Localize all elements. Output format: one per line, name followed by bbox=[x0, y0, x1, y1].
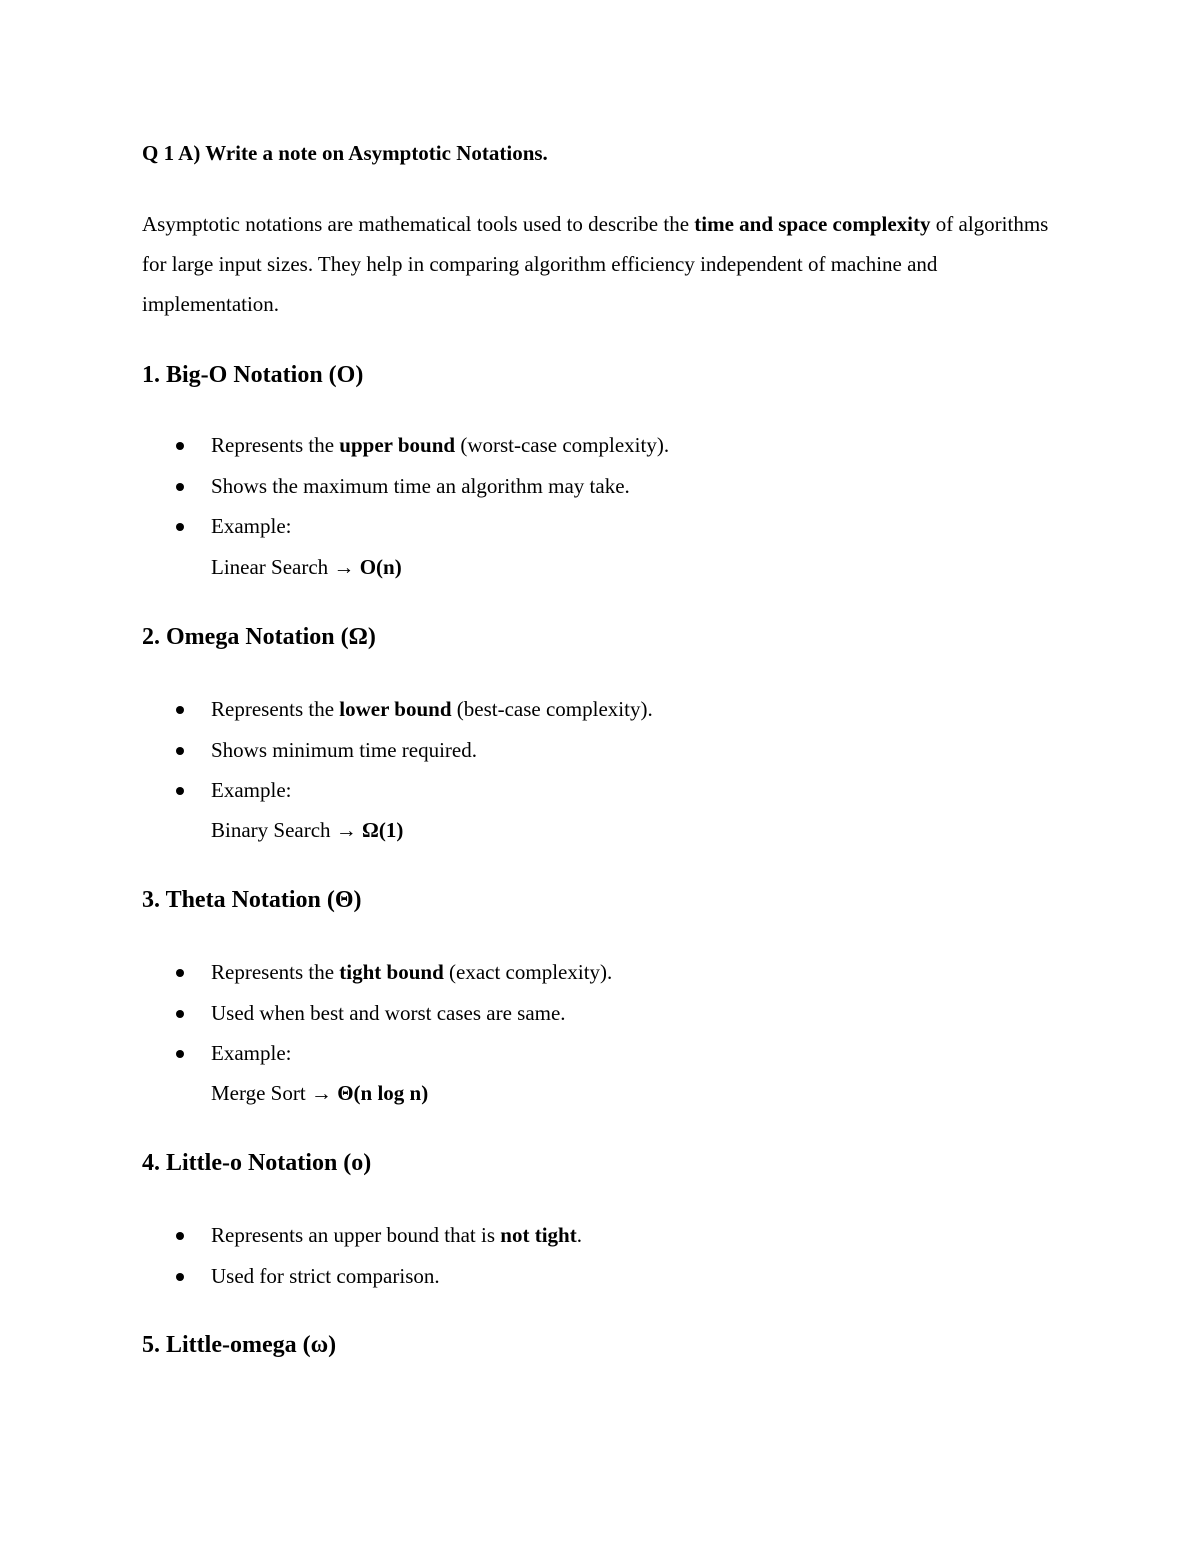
bullet-text: Example: bbox=[211, 1041, 292, 1066]
bullet-text: Represents the bbox=[211, 960, 340, 984]
bullet-bold-term: upper bound bbox=[339, 433, 456, 457]
bullet-text: Shows the maximum time an algorithm may take. bbox=[211, 473, 630, 498]
list-item bbox=[142, 689, 1042, 730]
list-item bbox=[142, 952, 1042, 993]
example-complexity: O(n) bbox=[359, 555, 402, 579]
intro-text-end: of algorithms for large input sizes. They help in comparing algorithm efficiency independent of machine and implementation. bbox=[142, 212, 1049, 316]
bullet-text: Represents the bbox=[211, 697, 340, 721]
bullet-text: Represents the bbox=[211, 433, 340, 457]
example-text: Merge Sort → bbox=[211, 1081, 338, 1105]
bullet-bold-term: lower bound bbox=[339, 697, 452, 721]
bullet-text: Shows minimum time required. bbox=[211, 737, 477, 762]
bullet-icon bbox=[176, 1050, 184, 1058]
intro-bold-term: time and space complexity bbox=[694, 212, 931, 236]
example-text: Binary Search → bbox=[211, 818, 363, 842]
bullet-icon bbox=[176, 1273, 184, 1281]
list-item bbox=[142, 993, 1042, 1034]
bullet-text: Example: bbox=[211, 514, 292, 539]
example-complexity: Θ(n log n) bbox=[337, 1081, 429, 1105]
section-heading-little-o: 4. Little-o Notation (o) bbox=[142, 1150, 372, 1176]
list-item bbox=[142, 425, 1042, 466]
list-item bbox=[142, 770, 1042, 811]
section-list-omega bbox=[142, 689, 1042, 811]
list-item bbox=[142, 730, 1042, 771]
list-item bbox=[142, 1033, 1042, 1074]
bullet-icon bbox=[176, 523, 184, 531]
bullet-text: . bbox=[576, 1223, 582, 1247]
section-heading-little-omega: 5. Little-omega (ω) bbox=[142, 1332, 337, 1358]
bullet-bold-term: not tight bbox=[500, 1223, 577, 1247]
bullet-icon bbox=[176, 483, 184, 491]
bullet-icon bbox=[176, 1010, 184, 1018]
bullet-text: Example: bbox=[211, 778, 292, 803]
list-item bbox=[142, 1215, 1042, 1256]
list-item bbox=[142, 506, 1042, 547]
section-list-theta bbox=[142, 952, 1042, 1074]
bullet-text: (exact complexity). bbox=[443, 960, 613, 984]
bullet-icon bbox=[176, 747, 184, 755]
bullet-bold-term: tight bound bbox=[339, 960, 444, 984]
intro-text-start: Asymptotic notations are mathematical tools used to describe the bbox=[142, 212, 695, 236]
bullet-icon bbox=[176, 1232, 184, 1240]
bullet-text: (worst-case complexity). bbox=[455, 433, 670, 457]
section-heading-big-o: 1. Big-O Notation (O) bbox=[142, 362, 364, 388]
section-heading-omega: 2. Omega Notation (Ω) bbox=[142, 624, 376, 650]
bullet-icon bbox=[176, 969, 184, 977]
example-complexity: Ω(1) bbox=[362, 818, 404, 842]
bullet-text: Used when best and worst cases are same. bbox=[211, 1000, 566, 1025]
section-list-little-o bbox=[142, 1215, 1042, 1296]
section-heading-theta: 3. Theta Notation (Θ) bbox=[142, 887, 362, 913]
bullet-text: Used for strict comparison. bbox=[211, 1263, 440, 1288]
bullet-text: Represents an upper bound that is bbox=[211, 1223, 501, 1247]
list-item bbox=[142, 1256, 1042, 1297]
intro-paragraph bbox=[142, 204, 1062, 324]
bullet-icon bbox=[176, 787, 184, 795]
bullet-icon bbox=[176, 442, 184, 450]
question-title: Q 1 A) Write a note on Asymptotic Notations. bbox=[142, 141, 548, 165]
bullet-icon bbox=[176, 706, 184, 714]
bullet-text: (best-case complexity). bbox=[451, 697, 653, 721]
example-big-o bbox=[211, 555, 402, 580]
section-list-big-o bbox=[142, 425, 1042, 547]
example-omega bbox=[211, 818, 403, 843]
list-item bbox=[142, 466, 1042, 507]
example-text: Linear Search → bbox=[211, 555, 360, 579]
example-theta bbox=[211, 1081, 428, 1106]
